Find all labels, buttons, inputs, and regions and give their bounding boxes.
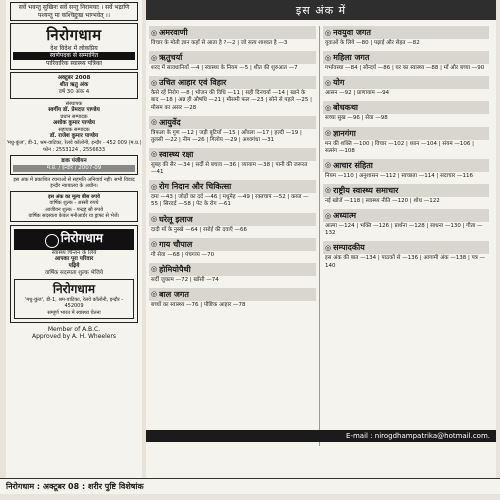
section-body: दमा —43 | जोड़ों का दर्द —46 | मधुमेह —49 | रक्तचाप —52 | कब्ज —55 | सिरदर्द —58 | पेट के रोग —61 xyxy=(151,194,309,208)
contents-section xyxy=(149,148,316,177)
contents-section xyxy=(149,116,316,145)
section-body: नई खोजें —118 | स्वास्थ्य नीति —120 | शोध —122 xyxy=(325,197,440,204)
contents-section xyxy=(323,184,489,206)
associate-name: डॉ. राजेश कुमार पाण्डेय xyxy=(49,133,99,140)
contents-section xyxy=(149,51,316,73)
section-title: नवयुवा जगत xyxy=(333,28,371,37)
price-line3: वार्षिक सदस्यता केवल मनीआर्डर या ड्राफ्ट से भेजें। xyxy=(28,212,120,219)
contents-section xyxy=(149,263,316,285)
founder-name: स्वर्गीय डॉ. प्रेमदत्त पाण्डेय xyxy=(48,107,100,114)
section-title: ऋतुचर्या xyxy=(159,53,183,63)
section-body: आत्मा —124 | भक्ति —126 | प्रार्थना —128 | साधना —130 | गीता —132 xyxy=(325,223,483,237)
issue-name: शीत ऋतु अंक xyxy=(59,82,89,89)
masthead-sub3: पारिवारिक स्वास्थ्य पत्रिका xyxy=(46,59,102,67)
section-title: राष्ट्रीय स्वास्थ्य समाचार xyxy=(333,185,399,195)
section-body: सर्दी जुकाम —72 | खाँसी —74 xyxy=(151,276,219,283)
bullet-icon: ◎ xyxy=(325,28,332,37)
section-body: विचार के मोती ज्ञान कहाँ से आता है ?—2 | जो सत्य शाश्वत है —3 xyxy=(151,40,288,46)
section-heading xyxy=(323,51,489,64)
bullet-icon: ◎ xyxy=(151,150,158,159)
contents-col-left xyxy=(146,26,319,446)
section-body: बच्चों का स्वास्थ्य —76 | पौष्टिक आहार —78 xyxy=(151,301,246,308)
section-title: होमियोपैथी xyxy=(159,264,191,274)
ad-sub2: आपका पूरा परिवार xyxy=(54,256,94,263)
ad-sub1: स्वास्थ्य चिन्तन के लिये xyxy=(51,249,97,256)
bullet-icon: ◎ xyxy=(325,186,332,195)
masthead-sub2: स्वर्णपदक से सम्मानित xyxy=(13,52,135,60)
bullet-icon: ◎ xyxy=(151,290,158,299)
address: 'मधु-कुंज', डी-1, श्रम-वाटिका, रेलवे कॉलोनी, इन्दौर - 452 009 (म.प्र.) xyxy=(6,140,142,147)
bullet-icon: ◎ xyxy=(325,78,332,87)
dak-value: म.प्र. / इन्दौर / 2007-09 xyxy=(13,165,135,172)
section-heading xyxy=(149,288,316,301)
section-body: दादी माँ के नुस्खे —64 | रसोई की दवाएँ —66 xyxy=(151,226,248,233)
section-body: त्रिफला के गुण —12 | जड़ी बूटियाँ —15 | आँवला —17 | हल्दी —19 | तुलसी —22 | नीम —26 | गिलोय —29 | अश्वगंधा —31 xyxy=(151,129,302,143)
section-title: अध्यात्म xyxy=(333,211,356,221)
contents-section xyxy=(323,26,489,48)
section-body: सच्चा सुख —96 | सेवा —98 xyxy=(325,115,388,122)
bullet-icon: ◎ xyxy=(325,211,332,220)
masthead-title: निरोगधाम xyxy=(46,26,102,44)
section-title: योग xyxy=(333,78,345,88)
section-title: महिला जगत xyxy=(333,53,370,63)
section-title: घरेलू इलाज xyxy=(159,214,193,224)
bullet-icon: ◎ xyxy=(325,53,332,62)
section-body: सुबह की सैर —34 | सर्दी से बचाव —36 | व्यायाम —38 | पानी की जरूरत —41 xyxy=(151,161,308,176)
section-heading xyxy=(149,148,316,161)
logo-icon xyxy=(45,234,59,248)
section-heading xyxy=(323,76,489,89)
ad-slogan: वार्षिक सदस्यता शुल्क भेजिये xyxy=(44,270,104,277)
bullet-icon: ◎ xyxy=(325,243,332,252)
bullet-icon: ◎ xyxy=(151,53,158,62)
ad-sub3: पढ़िये xyxy=(68,263,80,270)
issue-info xyxy=(10,72,138,99)
contents-section xyxy=(323,241,489,270)
contents-section xyxy=(323,209,489,238)
bullet-icon: ◎ xyxy=(325,161,332,170)
bullet-icon: ◎ xyxy=(325,103,332,112)
member-of: Member of A.B.C. xyxy=(47,325,101,333)
contents-section xyxy=(149,238,316,260)
section-heading xyxy=(323,159,489,172)
subscription-ad xyxy=(10,225,138,323)
contents-section xyxy=(149,76,316,112)
ad-address: 'मधु-कुंज', डी-1, श्रम-वाटिका, रेलवे कॉलोनी, इन्दौर - 452009 xyxy=(24,297,124,310)
bullet-icon: ◎ xyxy=(151,240,158,249)
price-title: इस अंक का मूल्य बीस रुपये xyxy=(48,194,100,200)
section-title: बाल जगत xyxy=(159,289,189,299)
ad-title: निरोगधाम xyxy=(60,231,103,245)
page-footer: निरोगधाम : अक्टूबर 08 : शरीर पुष्टि विशेषांक xyxy=(0,478,500,494)
section-title: ज्ञानगंगा xyxy=(333,128,356,138)
section-heading xyxy=(149,116,316,129)
contents-banner: इस अंक में xyxy=(146,0,496,20)
contents-panel xyxy=(146,0,496,492)
dak-block xyxy=(10,155,138,175)
issue-month: अक्टूबर 2008 xyxy=(57,75,91,82)
volume: वर्ष 30 अंक 4 xyxy=(58,89,90,95)
section-heading xyxy=(149,238,316,251)
section-heading xyxy=(323,241,489,254)
section-body: नियम —110 | अनुशासन —112 | स्वच्छता —114 | सदाचार —116 xyxy=(325,172,474,179)
email-bar: E-mail : nirogdhampatrika@hotmail.com. xyxy=(146,430,496,442)
contents-section xyxy=(149,26,316,48)
section-title: बोधकथा xyxy=(333,103,358,113)
section-body: मन की शक्ति —100 | विचार —102 | ध्यान —104 | संयम —106 | सत्संग —108 xyxy=(325,140,474,154)
section-heading xyxy=(149,26,316,39)
price-line2: आजीवन शुल्क - पन्द्रह सौ रुपये xyxy=(44,206,104,213)
contents-col-right xyxy=(319,26,492,446)
contents-section xyxy=(323,127,489,156)
contents-section xyxy=(323,101,489,123)
section-heading xyxy=(323,209,489,222)
section-body: कैसे रहें निरोग —8 | भोजन की विधि —11 | सही दिनचर्या —14 | खाने के बाद —18 | अन्न ही औषधि —21 | मौसमी फल —23 | सोने से पहले —25 | मौसम का असर —28 xyxy=(151,90,312,111)
section-body: इस अंक की बात —134 | पाठकों से —136 | आगामी अंक —138 | पत्र —140 xyxy=(325,255,486,269)
staff-block xyxy=(6,101,142,153)
section-title: आयुर्वेद xyxy=(159,117,181,127)
section-title: आचार संहिता xyxy=(333,160,373,170)
editor-label: प्रधान सम्पादक xyxy=(60,114,88,120)
founder-label: संस्थापक xyxy=(65,100,83,107)
left-column xyxy=(6,0,142,492)
section-body: आसन —92 | प्राणायाम —94 xyxy=(325,90,390,97)
section-heading xyxy=(149,76,316,89)
bullet-icon: ◎ xyxy=(151,265,158,274)
top-tagline: सर्वे भवन्तु सुखिनः सर्वे सन्तु निरामयाः । सर्वे भद्राणि पश्यन्तु मा कश्चिद्दुःख भाग्भवेत् ।। xyxy=(10,2,138,21)
dak-label: डाक पंजीयन xyxy=(61,157,87,164)
contents-section xyxy=(323,51,489,73)
contents-section xyxy=(323,159,489,181)
section-heading xyxy=(149,263,316,276)
price-block xyxy=(10,191,138,222)
bullet-icon: ◎ xyxy=(151,78,158,87)
phone: फोन : 2553124 , 2556633 xyxy=(42,146,106,153)
contents-section xyxy=(149,180,316,209)
section-body: युवाओं के लिये —80 | पढ़ाई और सेहत —82 xyxy=(325,40,420,46)
section-heading xyxy=(149,51,316,64)
masthead-sub1: देश विदेश में लोकप्रिय xyxy=(50,44,98,52)
contents-section xyxy=(323,76,489,98)
bullet-icon: ◎ xyxy=(151,28,158,37)
bullet-icon: ◎ xyxy=(325,129,332,138)
section-title: स्वास्थ्य रक्षा xyxy=(159,149,194,159)
ad-title2: निरोगधाम xyxy=(52,282,96,296)
section-title: उचित आहार एवं विहार xyxy=(159,78,227,88)
section-body: शरद में सावधानियाँ —4 | स्वास्थ्य के नियम —5 | शीत की शुरुआत —7 xyxy=(151,65,298,72)
section-title: सम्पादकीय xyxy=(333,243,365,253)
section-heading xyxy=(149,213,316,226)
contents-section xyxy=(149,288,316,310)
ad-sub-footer: सम्पूर्ण भारत में स्वास्थ्य चेतना xyxy=(47,309,101,316)
price-line1: वार्षिक शुल्क - अस्सी रुपये xyxy=(49,200,99,207)
section-body: गर्भावस्था —84 | सौन्दर्य —86 | घर का स्वास्थ्य —88 | माँ और बच्चा —90 xyxy=(325,65,485,72)
bullet-icon: ◎ xyxy=(151,215,158,224)
approved-by: Approved by A. H. Wheelers xyxy=(31,333,117,341)
section-heading xyxy=(323,184,489,197)
bullet-icon: ◎ xyxy=(151,182,158,191)
bullet-icon: ◎ xyxy=(151,118,158,127)
notice: इस अंक में प्रकाशित रचनाओं से सहमति अनिवार्य नहीं। सभी विवाद इन्दौर न्यायालय के अधीन। xyxy=(13,176,135,189)
section-heading xyxy=(323,127,489,140)
contents-section xyxy=(149,213,316,235)
section-title: गाय चौपाल xyxy=(159,239,193,249)
section-heading xyxy=(323,101,489,114)
associate-label: सहायक सम्पादक xyxy=(58,127,90,134)
section-heading xyxy=(323,26,489,39)
section-body: गौ सेवा —68 | पंचगव्य —70 xyxy=(151,251,215,258)
editor-name: अशोक कुमार पाण्डेय xyxy=(53,120,95,127)
section-title: अमरवाणी xyxy=(159,28,188,37)
membership xyxy=(6,326,142,341)
section-title: रोग निदान और चिकित्सा xyxy=(159,182,232,192)
contents-columns xyxy=(146,26,496,446)
masthead xyxy=(10,23,138,70)
section-heading xyxy=(149,180,316,193)
